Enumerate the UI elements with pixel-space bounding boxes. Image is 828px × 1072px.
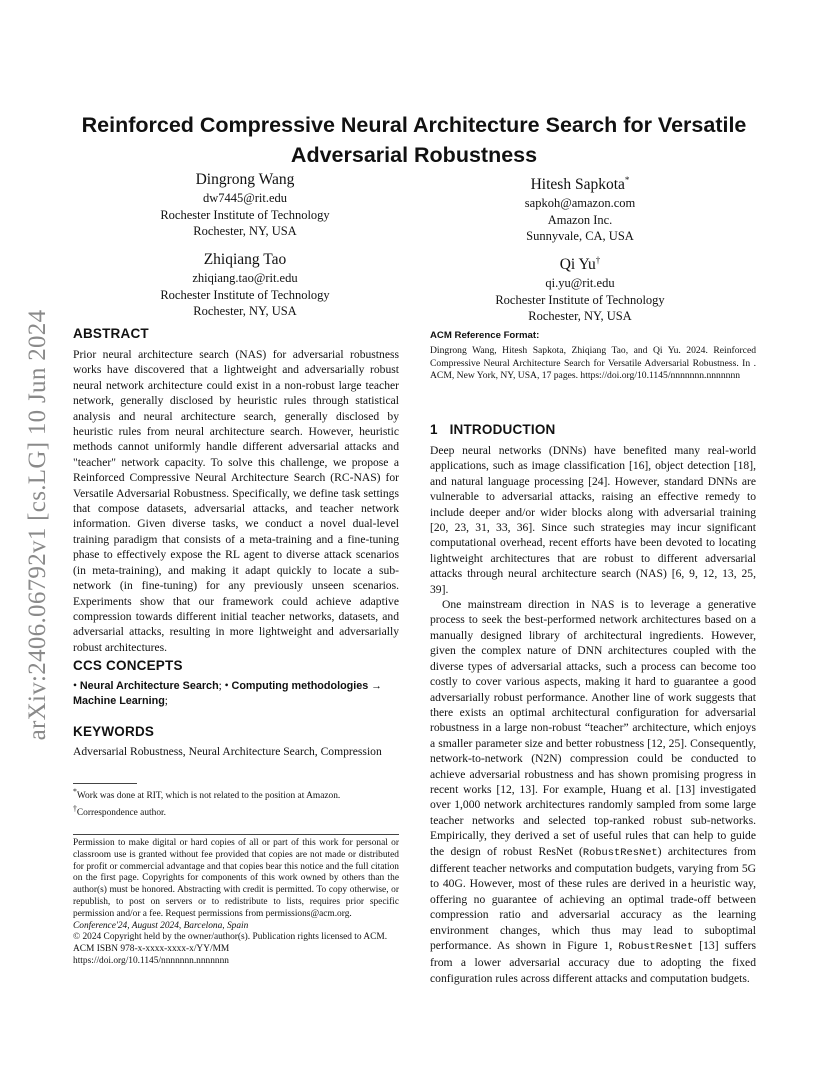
keywords-text: Adversarial Robustness, Neural Architecture Search, Compression <box>73 745 382 758</box>
permission-text: Permission to make digital or hard copies of all or part of this work for personal or classroom use is granted without fee provided that copies are not made or distributed for profit or commercial advantage and that copies bear this notice and the full citation on the first page. Copyrights for components of this work owned by others than the author(s) must be honored. Abstracting with credit is permitted. To copy otherwise, or republish, to post on servers or to redistribute to lists, requires prior specific permission and/or a fee. Request permissions from permissions@acm.org. <box>73 838 399 919</box>
intro-paragraph-1: Deep neural networks (DNNs) have benefited many real-world applications, such as image classification [16], object detection [18], and natural language processing [24]. However, standard DNNs are vulnerable to adversarial attacks, raising an effective remedy to include deeper and/or wider blocks along with adversarial training [20, 23, 31, 33, 36]. Since such strategies may incur significant computational overhead, recent efforts have been devoted to locating lightweight architectures that are robust to different adversarial attacks through neural architecture search (NAS) [6, 9, 12, 13, 25, 39]. <box>430 444 756 596</box>
conference-line: Conference'24, August 2024, Barcelona, Spain <box>73 920 249 931</box>
permission-rule <box>73 834 399 835</box>
keywords-heading: KEYWORDS <box>73 724 155 739</box>
arxiv-sidebar <box>18 290 58 760</box>
author-block-4 <box>430 250 730 325</box>
author-location: Rochester, NY, USA <box>528 309 632 324</box>
footnote-mark: * <box>73 787 77 796</box>
section-number: 1 <box>430 422 438 437</box>
intro-paragraph-2 <box>430 597 756 986</box>
acm-ref-text: Dingrong Wang, Hitesh Sapkota, Zhiqiang Tao, and Qi Yu. 2024. Reinforced Compressive Neural Architecture Search for Versatile Adversarial Robustness. In . ACM, New York, NY, USA, 17 pages. https://doi.org/10.1145/nnnnnnn.nnnnnnn <box>430 345 756 381</box>
author-email: qi.yu@rit.edu <box>545 276 615 291</box>
paper-title: Reinforced Compressive Neural Architecture Search for Versatile Adversarial Robustness <box>81 113 747 167</box>
footnote-rule <box>73 783 137 784</box>
footnote-mark: † <box>73 803 77 813</box>
ccs-heading: CCS CONCEPTS <box>73 658 183 673</box>
footnote-text: Correspondence author. <box>76 808 166 819</box>
ccs-item: Machine Learning <box>73 695 165 708</box>
author-email: zhiqiang.tao@rit.edu <box>192 271 298 285</box>
author-block-3 <box>95 250 395 320</box>
author-affiliation: Rochester Institute of Technology <box>160 287 330 302</box>
abstract-body <box>73 347 399 655</box>
author-location: Rochester, NY, USA <box>193 304 297 318</box>
author-email: sapkoh@amazon.com <box>524 196 636 211</box>
code-robustresnet: RobustResNet <box>582 846 658 859</box>
author-block-2 <box>430 170 730 245</box>
copyright-line: © 2024 Copyright held by the owner/author(s). Publication rights licensed to ACM. <box>73 932 388 943</box>
author-affiliation: Rochester Institute of Technology <box>160 207 330 222</box>
intro-text: ) architectures from different teacher networks and computation budgets, varying from 5G to 40G. However, most of these rules are derived in a heuristic way, offering no guarantee of achieving an optimal trade-off between compression ratio and adversarial accuracy as the learning environment changes, which thus may lead to suboptimal performance. As shown in Figure 1, <box>430 844 756 952</box>
intro-text: One mainstream direction in NAS is to leverage a generative process to seek the best-performed network architectures based on a manually designed library of architectural ingredients. However, given the complex nature of DNN architectures coupled with the diverse types of adversarial attacks, such a process can become too costly to cover various aspects, making it hard to guarantee a good adversarially robust performance. Another line of work suggests that there exists an optimal architectural configuration for adversarial robustness in a large non-robust “teacher” architecture, which enjoys a smaller parameter size and better robustness [12, 25]. Consequently, network-to-network (N2N) compression could be conducted to achieve adversarial robustness and has shown promising progress in recent works [12, 13]. For example, Huang et al. [13] investigated over 1,000 network architectures randomly sampled from some large teacher networks and selected top-ranked robust sub-networks. Empirically, they derived a set of useful rules that can help to guide the design of robust ResNet ( <box>430 598 756 858</box>
ccs-item: Computing methodologies <box>231 680 369 692</box>
intro-heading <box>430 422 555 437</box>
arxiv-id: arXiv:2406.06792v1 [cs.LG] 10 Jun 2024 <box>24 309 51 741</box>
permission-block <box>73 838 399 968</box>
author-affiliation: Amazon Inc. <box>547 212 613 227</box>
acm-ref-heading: ACM Reference Format: <box>430 330 540 341</box>
abstract-heading: ABSTRACT <box>73 326 149 341</box>
footnotes <box>73 786 399 820</box>
footnote-text: Work was done at RIT, which is not related to the position at Amazon. <box>76 791 341 802</box>
code-robustresnet: RobustResNet <box>618 941 694 953</box>
author-location: Rochester, NY, USA <box>193 224 297 238</box>
author-name: Hitesh Sapkota <box>530 176 625 194</box>
ccs-arrow: → <box>371 680 382 692</box>
abstract-text: Prior neural architecture search (NAS) for adversarial robustness works have discovered that a lightweight and adversarially robust neural network architecture could exist in a non-robust large teacher network, generally disclosed by heuristic rules through statistical analysis and neural architecture search, generally disclosed by heuristic rules from neural architecture search. However, heuristic methods cannot uniformly handle different adversarial attacks and "teacher" network capacity. To solve this challenge, we propose a Reinforced Compressive Neural Architecture Search (RC-NAS) for Versatile Adversarial Robustness. Specifically, we define task settings that compose datasets, adversarial attacks, and teacher network information. Given diverse tasks, we conduct a novel dual-level training paradigm that consists of a meta-training and a fine-tuning phase to effectively expose the RL agent to diverse attack scenarios (in meta-training), and making it adapt quickly to locate a sub-network (in fine-tuning) for any previously unseen scenarios. Experiments show that our framework could achieve adaptive compression towards different initial teacher networks, datasets, and adversarial attacks, resulting in more lightweight and adversarially robust architectures. <box>73 348 399 654</box>
ccs-item: Neural Architecture Search <box>79 680 219 692</box>
intro-text: [13] suffers from a lower adversarial accuracy due to adopting the fixed configuration rules across different attacks and computation budgets. <box>430 939 756 985</box>
author-affiliation: Rochester Institute of Technology <box>495 292 665 307</box>
author-name: Qi Yu <box>559 256 596 274</box>
author-mark: * <box>624 175 630 185</box>
author-location: Sunnyvale, CA, USA <box>526 229 634 244</box>
isbn-line: ACM ISBN 978-x-xxxx-xxxx-x/YY/MM <box>73 944 230 955</box>
section-title: INTRODUCTION <box>449 422 556 437</box>
author-block-1 <box>95 170 395 240</box>
author-name: Zhiqiang Tao <box>203 251 287 268</box>
author-mark: † <box>595 255 601 265</box>
ccs-concepts: • Neural Architecture Search; • Computing methodologies → Machine Learning; <box>73 680 382 708</box>
intro-body <box>430 443 756 986</box>
author-email: dw7445@rit.edu <box>202 191 288 205</box>
author-name: Dingrong Wang <box>195 171 295 188</box>
doi-line: https://doi.org/10.1145/nnnnnnn.nnnnnnn <box>73 955 229 966</box>
